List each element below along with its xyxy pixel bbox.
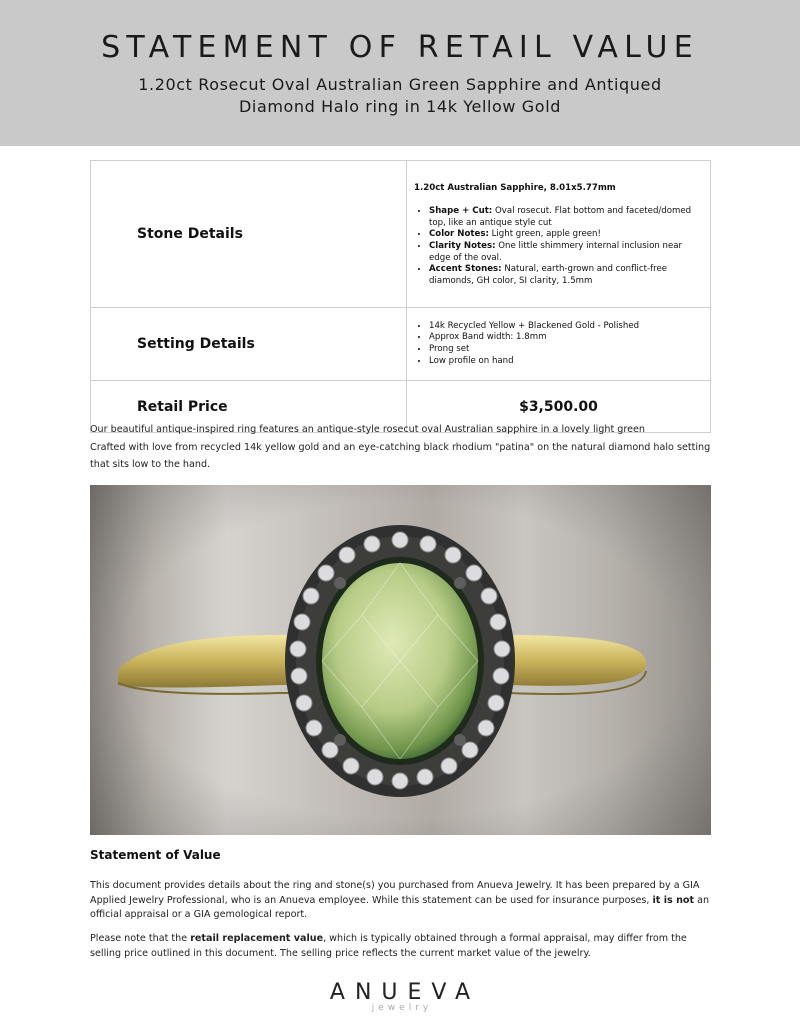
product-description [90, 421, 715, 474]
document-title: STATEMENT OF RETAIL VALUE [101, 30, 699, 65]
subtitle-line-1: 1.20ct Rosecut Oval Australian Green Sapphire and Antiqued [138, 75, 662, 94]
setting-details-row [91, 308, 711, 381]
stone-item-value: Light green, apple green! [488, 229, 601, 240]
ring-photo [90, 485, 711, 835]
stone-item-key: Accent Stones: [429, 264, 502, 275]
retail-price-value: $3,500.00 [407, 381, 711, 433]
stone-item-value: One little shimmery internal inclusion near edge of the oval. [429, 241, 683, 263]
stone-item-key: Shape + Cut: [429, 206, 493, 217]
setting-details-label: Setting Details [91, 308, 407, 381]
list-item [429, 264, 702, 287]
statement-bold-text: it is not [652, 894, 695, 906]
subtitle-line-2: Diamond Halo ring in 14k Yellow Gold [238, 97, 561, 116]
logo-subtext: jewelry [371, 1003, 433, 1013]
stone-details-row [91, 161, 711, 308]
list-item: • Low profile on hand [429, 356, 702, 368]
details-table [90, 160, 711, 433]
retail-price-label: Retail Price [91, 381, 407, 433]
list-item [429, 229, 702, 241]
stone-item-value: Natural, earth-grown and conflict-free diamonds, GH color, SI clarity, 1.5mm [429, 264, 668, 286]
statement-paragraph-2 [90, 932, 715, 961]
brand-logo [0, 980, 800, 1013]
statement-text: an official appraisal or a GIA gemological report. [90, 894, 710, 921]
setting-details-content [407, 308, 711, 381]
statement-text: This document provides details about the ring and stone(s) you purchased from Anueva Jewelry. It has been prepared by a GIA Applied Jewelry Professional, who is an Anueva employee. While this statement can be used for insurance purposes, [90, 880, 700, 906]
stone-details-label: Stone Details [91, 161, 407, 308]
list-item: • 14k Recycled Yellow + Blackened Gold - Polished [429, 321, 702, 333]
statement-bold-text: retail replacement value [190, 933, 324, 944]
stone-details-list [414, 206, 702, 287]
header-banner [0, 0, 800, 146]
statement-paragraph-1 [90, 879, 715, 923]
statement-text: , which is typically obtained through a formal appraisal, may differ from the selling price outlined in this document. The selling price reflects the current market value of the jewelry. [90, 933, 687, 959]
list-item: • Prong set [429, 344, 702, 356]
stone-item-key: Color Notes: [429, 229, 489, 240]
statement-text: Please note that the [90, 933, 191, 944]
list-item [429, 241, 702, 264]
statement-heading: Statement of Value [90, 848, 221, 862]
stone-details-content [407, 161, 711, 308]
ring-illustration [90, 485, 711, 835]
logo-wordmark: ANUEVA [329, 980, 481, 1005]
description-line-1: Our beautiful antique-inspired ring features an antique-style rosecut oval Australian sapphire in a lovely light green [90, 424, 645, 435]
stone-item-key: Clarity Notes: [429, 241, 496, 251]
setting-details-list [414, 321, 702, 367]
stone-item-value: Oval rosecut. Flat bottom and faceted/domed top, like an antique style cut [429, 206, 692, 228]
document-subtitle [0, 74, 800, 118]
list-item: • Approx Band width: 1.8mm [429, 332, 702, 344]
stone-title: 1.20ct Australian Sapphire, 8.01x5.77mm [414, 182, 616, 193]
list-item [429, 206, 702, 229]
description-line-2: Crafted with love from recycled 14k yellow gold and an eye-catching black rhodium "patina" on the natural diamond halo setting that sits low to the hand. [90, 441, 711, 470]
